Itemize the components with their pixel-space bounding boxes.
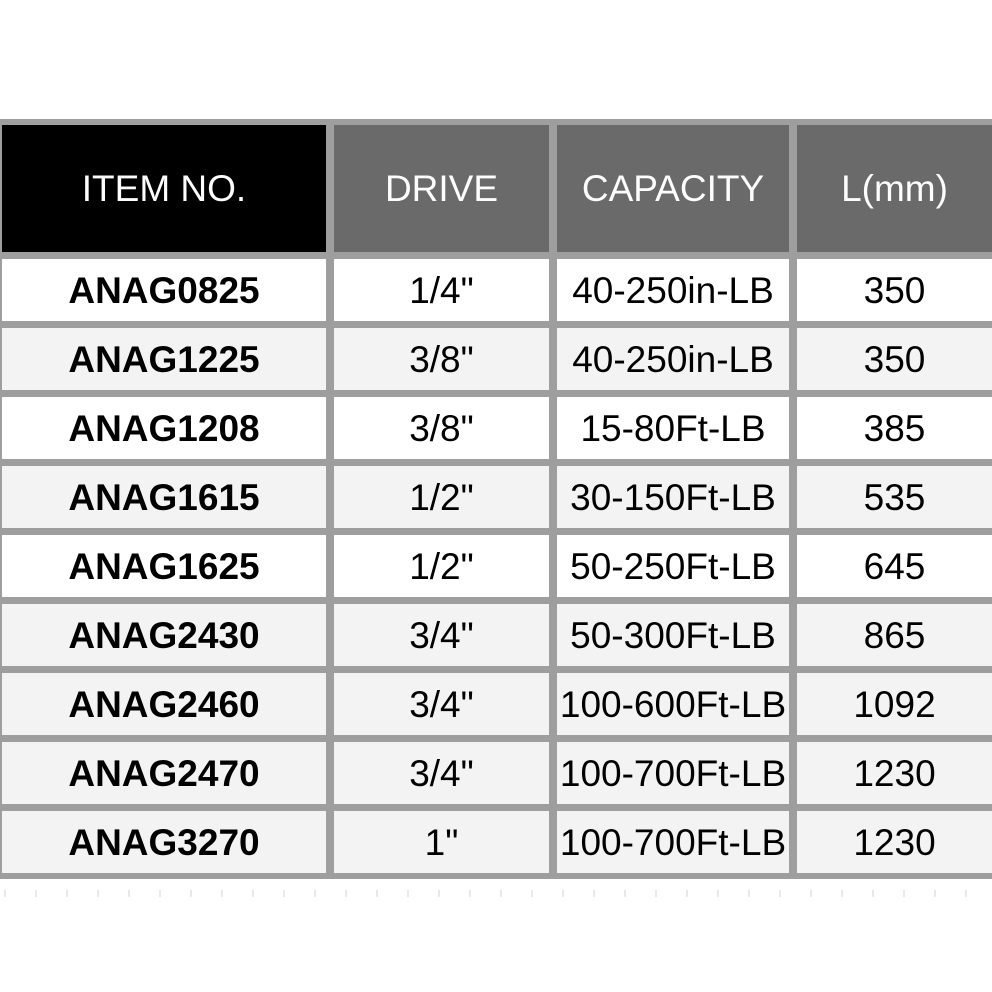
cell-capacity: 15-80Ft-LB <box>557 397 789 459</box>
torque-wrench-spec-table <box>0 119 992 879</box>
cell-drive: 3/8" <box>334 328 549 390</box>
cell-item-no: ANAG3270 <box>2 811 326 873</box>
cell-capacity: 50-250Ft-LB <box>557 535 789 597</box>
cell-capacity: 40-250in-LB <box>557 259 789 321</box>
cell-capacity: 100-700Ft-LB <box>557 742 789 804</box>
cell-length: 535 <box>797 466 992 528</box>
cell-item-no: ANAG1225 <box>2 328 326 390</box>
cell-drive: 3/4" <box>334 673 549 735</box>
cell-length: 385 <box>797 397 992 459</box>
cell-drive: 3/4" <box>334 604 549 666</box>
cell-drive: 1/4" <box>334 259 549 321</box>
cell-length: 350 <box>797 259 992 321</box>
cell-drive: 1/2" <box>334 535 549 597</box>
cell-length: 1230 <box>797 742 992 804</box>
cell-item-no: ANAG1615 <box>2 466 326 528</box>
cell-item-no: ANAG2430 <box>2 604 326 666</box>
cell-length: 1092 <box>797 673 992 735</box>
cell-length: 1230 <box>797 811 992 873</box>
cell-drive: 3/4" <box>334 742 549 804</box>
cell-item-no: ANAG0825 <box>2 259 326 321</box>
cell-drive: 1/2" <box>334 466 549 528</box>
cell-item-no: ANAG2470 <box>2 742 326 804</box>
cell-capacity: 100-700Ft-LB <box>557 811 789 873</box>
cell-length: 865 <box>797 604 992 666</box>
column-header-l-mm: L(mm) <box>797 125 992 252</box>
cell-capacity: 40-250in-LB <box>557 328 789 390</box>
faint-dotted-line <box>4 890 988 897</box>
cell-capacity: 100-600Ft-LB <box>557 673 789 735</box>
cell-item-no: ANAG2460 <box>2 673 326 735</box>
cell-drive: 3/8" <box>334 397 549 459</box>
column-header-item-no: ITEM NO. <box>2 125 326 252</box>
cell-item-no: ANAG1625 <box>2 535 326 597</box>
cell-length: 350 <box>797 328 992 390</box>
cell-length: 645 <box>797 535 992 597</box>
column-header-capacity: CAPACITY <box>557 125 789 252</box>
cell-capacity: 50-300Ft-LB <box>557 604 789 666</box>
cell-capacity: 30-150Ft-LB <box>557 466 789 528</box>
column-header-drive: DRIVE <box>334 125 549 252</box>
cell-item-no: ANAG1208 <box>2 397 326 459</box>
cell-drive: 1" <box>334 811 549 873</box>
